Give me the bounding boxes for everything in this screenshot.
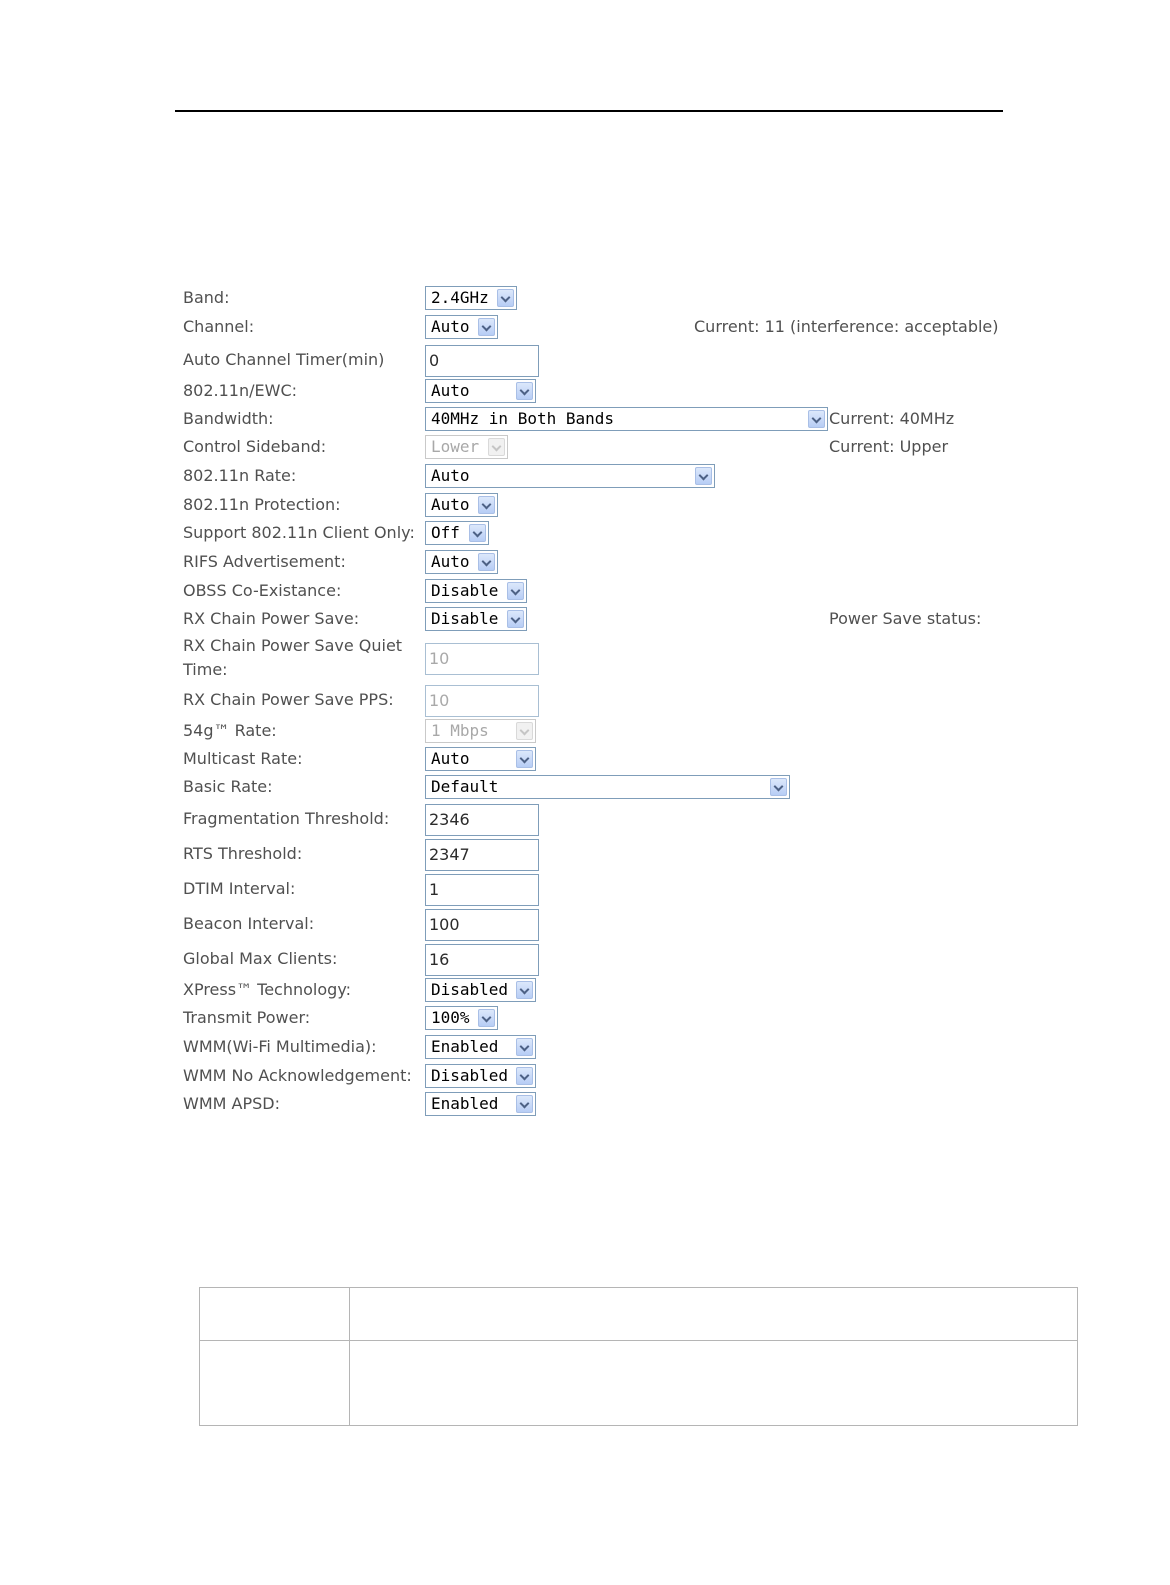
bandwidth-select[interactable] — [425, 407, 828, 431]
rx-pps-input[interactable]: 10 — [425, 685, 539, 717]
chevron-down-icon — [516, 1095, 533, 1113]
frag-threshold-label: Fragmentation Threshold: — [183, 809, 390, 828]
basic-rate-value: Default — [431, 777, 499, 796]
ewc-value: Auto — [431, 381, 470, 400]
rx-power-save-value: Disable — [431, 609, 499, 628]
obss-label: OBSS Co-Existance: — [183, 581, 342, 600]
wmm-label: WMM(Wi-Fi Multimedia): — [183, 1037, 377, 1056]
beacon-interval-input[interactable]: 100 — [425, 909, 539, 941]
max-clients-label: Global Max Clients: — [183, 949, 338, 968]
rifs-select[interactable] — [425, 550, 498, 574]
n-protection-select[interactable] — [425, 493, 498, 517]
n-rate-select[interactable] — [425, 464, 715, 488]
chevron-down-icon — [497, 289, 514, 307]
chevron-down-icon — [469, 524, 486, 542]
chevron-down-icon — [516, 382, 533, 400]
n-protection-value: Auto — [431, 495, 470, 514]
chevron-down-icon — [516, 981, 533, 999]
transmit-power-select[interactable] — [425, 1006, 498, 1030]
max-clients-input[interactable]: 16 — [425, 944, 539, 976]
table-cell — [200, 1341, 350, 1426]
chevron-down-icon — [695, 467, 712, 485]
bandwidth-label: Bandwidth: — [183, 409, 274, 428]
ewc-label: 802.11n/EWC: — [183, 381, 298, 400]
xpress-label: XPress™ Technology: — [183, 980, 352, 999]
description-table — [199, 1287, 1078, 1426]
chevron-down-icon — [516, 722, 533, 740]
transmit-power-label: Transmit Power: — [183, 1008, 311, 1027]
obss-select[interactable] — [425, 579, 527, 603]
wmm-no-ack-value: Disabled — [431, 1066, 509, 1085]
rx-power-save-select[interactable] — [425, 607, 527, 631]
multicast-rate-select[interactable] — [425, 747, 536, 771]
xpress-value: Disabled — [431, 980, 509, 999]
rx-power-save-label: RX Chain Power Save: — [183, 609, 360, 628]
chevron-down-icon — [507, 582, 524, 600]
dtim-interval-input[interactable]: 1 — [425, 874, 539, 906]
channel-select[interactable] — [425, 315, 498, 339]
g-rate-value: 1 Mbps — [431, 721, 489, 740]
wmm-no-ack-select[interactable] — [425, 1064, 536, 1088]
chevron-down-icon — [770, 778, 787, 796]
g-rate-label: 54g™ Rate: — [183, 721, 277, 740]
n-client-only-label: Support 802.11n Client Only: — [183, 523, 415, 542]
bandwidth-status: Current: 40MHz — [829, 409, 955, 428]
chevron-down-icon — [516, 750, 533, 768]
channel-label: Channel: — [183, 317, 255, 336]
chevron-down-icon — [516, 1067, 533, 1085]
n-client-only-select[interactable] — [425, 521, 489, 545]
chevron-down-icon — [808, 410, 825, 428]
table-cell — [350, 1288, 1078, 1341]
table-cell — [200, 1288, 350, 1341]
chevron-down-icon — [478, 553, 495, 571]
control-sideband-select[interactable] — [425, 435, 508, 459]
band-select[interactable] — [425, 286, 517, 310]
rx-quiet-time-label: RX Chain Power Save Quiet Time: — [183, 636, 403, 679]
multicast-rate-value: Auto — [431, 749, 470, 768]
table-cell — [350, 1341, 1078, 1426]
rx-pps-label: RX Chain Power Save PPS: — [183, 690, 394, 709]
chevron-down-icon — [478, 1009, 495, 1027]
obss-value: Disable — [431, 581, 499, 600]
bandwidth-value: 40MHz in Both Bands — [431, 409, 615, 428]
table-row — [200, 1288, 1078, 1341]
transmit-power-value: 100% — [431, 1008, 470, 1027]
chevron-down-icon — [516, 1038, 533, 1056]
rx-quiet-time-input[interactable]: 10 — [425, 643, 539, 675]
chevron-down-icon — [507, 610, 524, 628]
auto-channel-timer-label: Auto Channel Timer(min) — [183, 350, 385, 369]
band-label: Band: — [183, 288, 230, 307]
basic-rate-label: Basic Rate: — [183, 777, 273, 796]
rts-threshold-input[interactable]: 2347 — [425, 839, 539, 871]
band-value: 2.4GHz — [431, 288, 489, 307]
control-sideband-status: Current: Upper — [829, 437, 949, 456]
xpress-select[interactable] — [425, 978, 536, 1002]
n-rate-value: Auto — [431, 466, 470, 485]
rts-threshold-label: RTS Threshold: — [183, 844, 303, 863]
chevron-down-icon — [488, 438, 505, 456]
table-row — [200, 1341, 1078, 1426]
wmm-no-ack-label: WMM No Acknowledgement: — [183, 1066, 412, 1085]
chevron-down-icon — [478, 496, 495, 514]
n-protection-label: 802.11n Protection: — [183, 495, 341, 514]
channel-value: Auto — [431, 317, 470, 336]
auto-channel-timer-input[interactable]: 0 — [425, 345, 539, 377]
wmm-apsd-value: Enabled — [431, 1094, 499, 1113]
rifs-value: Auto — [431, 552, 470, 571]
rifs-label: RIFS Advertisement: — [183, 552, 346, 571]
ewc-select[interactable] — [425, 379, 536, 403]
n-client-only-value: Off — [431, 523, 460, 542]
g-rate-select[interactable] — [425, 719, 536, 743]
channel-status: Current: 11 (interference: acceptable) — [694, 317, 999, 336]
basic-rate-select[interactable] — [425, 775, 790, 799]
multicast-rate-label: Multicast Rate: — [183, 749, 303, 768]
control-sideband-value: Lower — [431, 437, 480, 456]
beacon-interval-label: Beacon Interval: — [183, 914, 315, 933]
wmm-select[interactable] — [425, 1035, 536, 1059]
control-sideband-label: Control Sideband: — [183, 437, 327, 456]
chevron-down-icon — [478, 318, 495, 336]
wmm-apsd-label: WMM APSD: — [183, 1094, 280, 1113]
wmm-value: Enabled — [431, 1037, 499, 1056]
n-rate-label: 802.11n Rate: — [183, 466, 297, 485]
frag-threshold-input[interactable]: 2346 — [425, 804, 539, 836]
power-save-status: Power Save status: — [829, 609, 982, 628]
wmm-apsd-select[interactable] — [425, 1092, 536, 1116]
dtim-interval-label: DTIM Interval: — [183, 879, 296, 898]
